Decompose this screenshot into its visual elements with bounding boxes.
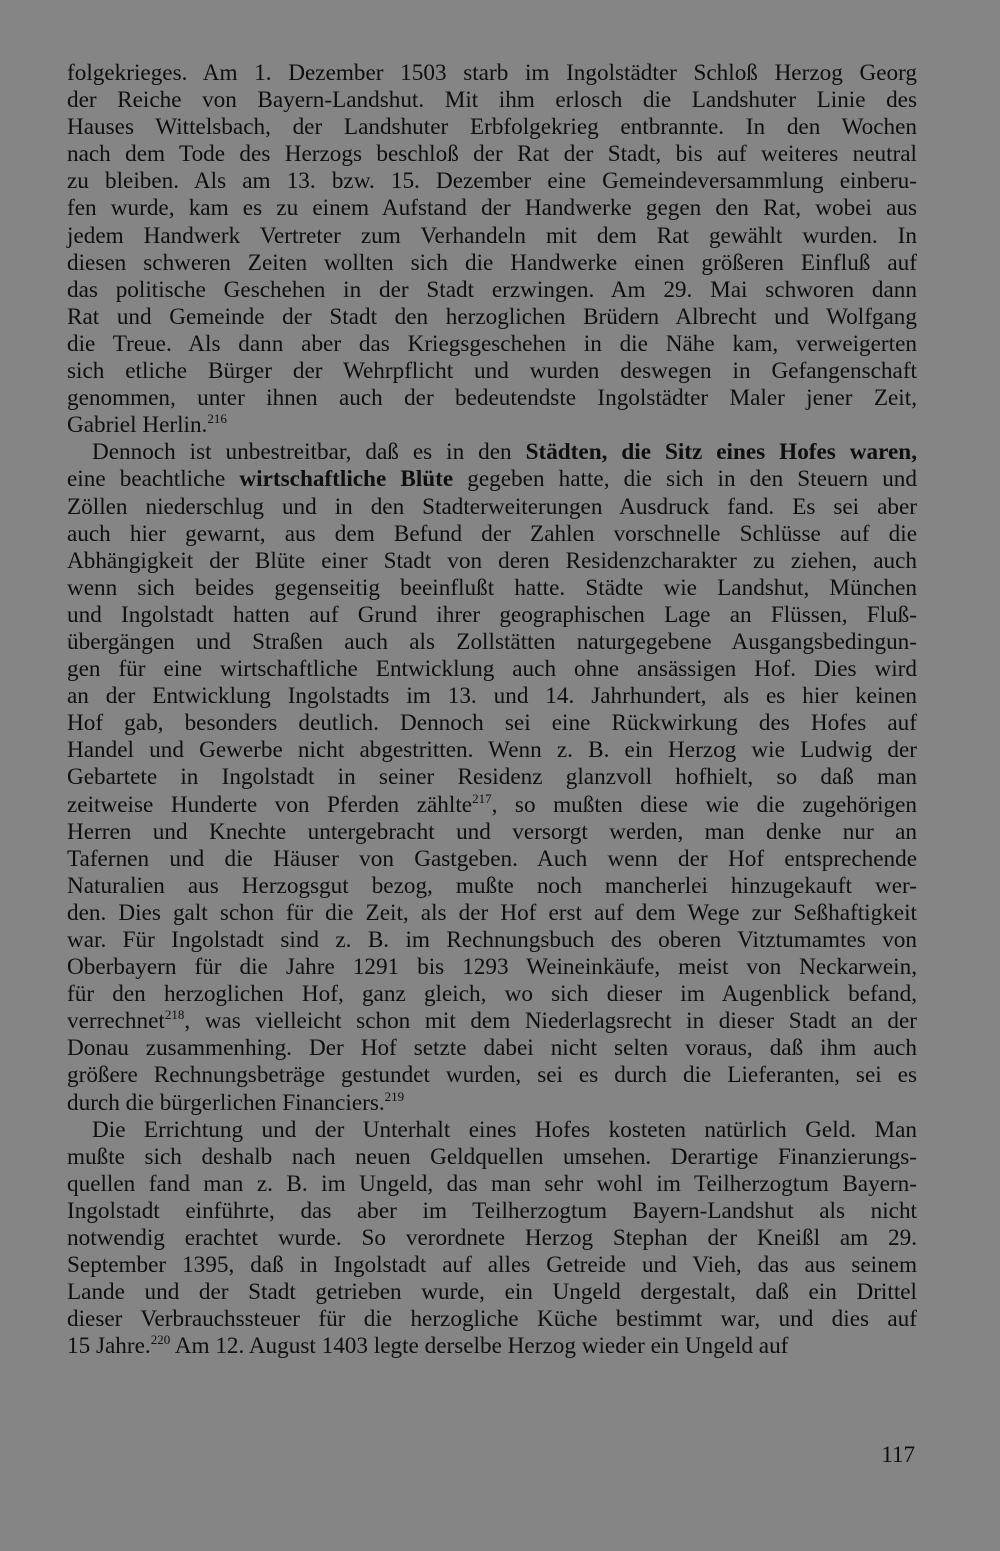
text-run: Ingolstadt einführte, das aber im Teilherzogtum Bayern-Landshut als nicht	[67, 1197, 917, 1224]
text-run: Tafernen und die Häuser von Gastgeben. Auch wenn der Hof entsprechende	[67, 845, 917, 872]
text-run: durch die bürgerlichen Financiers.	[67, 1089, 385, 1116]
text-line	[67, 1198, 917, 1225]
text-line	[67, 521, 917, 548]
text-line	[67, 304, 917, 331]
text-line	[67, 60, 917, 87]
page-body	[67, 60, 917, 1361]
text-run: jedem Handwerk Vertreter zum Verhandeln mit dem Rat gewählt wurden. In	[67, 222, 917, 249]
text-run: Lande und der Stadt getrieben wurde, ein Ungeld dergestalt, daß ein Drittel	[67, 1279, 917, 1306]
text-line	[67, 602, 917, 629]
text-line	[67, 575, 917, 602]
text-run: das politische Geschehen in der Stadt erzwingen. Am 29. Mai schworen dann	[67, 276, 917, 303]
text-run: genommen, unter ihnen auch der bedeutendste Ingolstädter Maler jener Zeit,	[67, 385, 917, 412]
text-run: auch hier gewarnt, aus dem Befund der Zahlen vorschnelle Schlüsse auf die	[67, 520, 917, 547]
text-run: 15 Jahre.	[67, 1333, 151, 1360]
text-run: zu bleiben. Als am 13. bzw. 15. Dezember eine Gemeindeversammlung einberu-	[67, 168, 917, 195]
text-run: Hauses Wittelsbach, der Landshuter Erbfolgekrieg entbrannte. In den Wochen	[67, 114, 917, 141]
text-run: die Treue. Als dann aber das Kriegsgeschehen in die Nähe kam, verweigerten	[67, 330, 917, 357]
paragraph	[67, 60, 917, 439]
text-line	[67, 981, 917, 1008]
text-run: dieser Verbrauchssteuer für die herzogliche Küche bestimmt war, und dies auf	[67, 1306, 917, 1333]
text-line	[67, 277, 917, 304]
text-run: wenn sich beides gegenseitig beeinflußt hatte. Städte wie Landshut, München	[67, 574, 917, 601]
text-line	[67, 710, 917, 737]
text-line	[67, 1333, 917, 1360]
text-run: übergängen und Straßen auch als Zollstätten naturgegebene Ausgangsbedingun-	[67, 628, 917, 655]
text-run: Oberbayern für die Jahre 1291 bis 1293 Weineinkäufe, meist von Neckarwein,	[67, 954, 917, 981]
text-run: war. Für Ingolstadt sind z. B. im Rechnungsbuch des oberen Vitztumamtes von	[67, 927, 917, 953]
text-run: gegeben hatte, die sich in den Steuern und	[453, 466, 917, 493]
text-run: Zöllen niederschlug und in den Stadterweiterungen Ausdruck fand. Es sei aber	[67, 493, 917, 520]
text-line	[67, 1306, 917, 1333]
text-run: notwendig erachtet wurde. So verordnete Herzog Stephan der Kneißl am 29.	[67, 1225, 917, 1252]
text-line	[67, 1225, 917, 1252]
text-line	[67, 764, 917, 791]
text-run: September 1395, daß in Ingolstadt auf alles Getreide und Vieh, das aus seinem	[67, 1252, 917, 1279]
text-run: Hof gab, besonders deutlich. Dennoch sei eine Rückwirkung des Hofes auf	[67, 710, 917, 737]
emphasized-text: wirtschaftliche Blüte	[239, 466, 454, 493]
text-run: Herren und Knechte untergebracht und versorgt werden, man denke nur an	[67, 818, 917, 845]
text-line	[67, 168, 917, 195]
paragraph	[67, 439, 917, 1116]
text-line	[67, 87, 917, 114]
text-run: Am 12. August 1403 legte derselbe Herzog wieder ein Ungeld auf	[170, 1333, 789, 1360]
footnote-marker: 216	[207, 411, 227, 427]
text-run: der Reiche von Bayern-Landshut. Mit ihm erlosch die Landshuter Linie des	[67, 87, 917, 114]
text-line	[67, 1090, 917, 1117]
text-run: Donau zusammenhing. Der Hof setzte dabei nicht selten voraus, daß ihm auch	[67, 1035, 917, 1062]
emphasized-text: Städten, die Sitz eines Hofes waren,	[525, 439, 917, 466]
text-run: sich etliche Bürger der Wehrpflicht und wurden deswegen in Gefangenschaft	[67, 358, 917, 385]
text-line	[67, 683, 917, 710]
text-line	[67, 358, 917, 385]
text-run: verrechnet	[67, 1008, 165, 1035]
text-run: Naturalien aus Herzogsgut bezog, mußte noch mancherlei hinzugekauft wer-	[67, 872, 917, 899]
text-run: Rat und Gemeinde der Stadt den herzoglichen Brüdern Albrecht und Wolfgang	[67, 303, 917, 330]
text-line	[67, 385, 917, 412]
text-line	[67, 1062, 917, 1089]
text-line	[67, 439, 917, 466]
text-line	[67, 900, 917, 927]
footnote-marker: 217	[472, 790, 492, 806]
paragraph	[67, 1117, 917, 1361]
text-line	[67, 141, 917, 168]
text-run: zeitweise Hunderte von Pferden zählte	[67, 791, 473, 818]
text-line	[67, 927, 917, 954]
text-line	[67, 656, 917, 683]
text-line	[67, 792, 917, 819]
text-line	[67, 548, 917, 575]
text-line	[67, 1008, 917, 1035]
text-run: größere Rechnungsbeträge gestundet wurden, sei es durch die Lieferanten, sei es	[67, 1062, 917, 1089]
text-line	[67, 223, 917, 250]
text-run: gen für eine wirtschaftliche Entwicklung auch ohne ansässigen Hof. Dies wird	[67, 656, 917, 683]
text-line	[67, 1117, 917, 1144]
text-run: Gabriel Herlin.	[67, 412, 208, 439]
text-run: nach dem Tode des Herzogs beschloß der Rat der Stadt, bis auf weiteres neutral	[67, 141, 917, 168]
text-run: folgekrieges. Am 1. Dezember 1503 starb im Ingolstädter Schloß Herzog Georg	[67, 60, 917, 86]
text-run: den. Dies galt schon für die Zeit, als der Hof erst auf dem Wege zur Seßhaftigkeit	[67, 899, 917, 926]
text-line	[67, 1144, 917, 1171]
text-line	[67, 954, 917, 981]
text-run: mußte sich deshalb nach neuen Geldquellen umsehen. Derartige Finanzierungs-	[67, 1143, 917, 1170]
text-line	[67, 819, 917, 846]
text-line	[67, 1035, 917, 1062]
text-line	[67, 195, 917, 222]
footnote-marker: 220	[150, 1332, 171, 1348]
text-run: Gebartete in Ingolstadt in seiner Residenz glanzvoll hofhielt, so daß man	[67, 764, 917, 791]
text-run: diesen schweren Zeiten wollten sich die Handwerke einen größeren Einfluß auf	[67, 249, 917, 276]
text-line	[67, 1252, 917, 1279]
text-line	[67, 629, 917, 656]
text-run: Abhängigkeit der Blüte einer Stadt von deren Residenzcharakter zu ziehen, auch	[67, 547, 917, 574]
text-run: fen wurde, kam es zu einem Aufstand der Handwerke gegen den Rat, wobei aus	[67, 195, 917, 222]
text-line	[67, 250, 917, 277]
text-run: eine beachtliche	[67, 466, 240, 493]
text-run: Dennoch ist unbestreitbar, daß es in den	[92, 439, 526, 466]
text-line	[67, 1279, 917, 1306]
text-line	[67, 737, 917, 764]
text-run: Handel und Gewerbe nicht abgestritten. Wenn z. B. ein Herzog wie Ludwig der	[67, 737, 917, 764]
text-line	[67, 114, 917, 141]
text-run: und Ingolstadt hatten auf Grund ihrer geographischen Lage an Flüssen, Fluß-	[67, 601, 917, 628]
page-number: 117	[881, 1442, 915, 1467]
footnote-marker: 218	[164, 1007, 185, 1023]
text-run: quellen fand man z. B. im Ungeld, das man sehr wohl im Teilherzogtum Bayern-	[67, 1170, 917, 1197]
text-run: Die Errichtung und der Unterhalt eines Hofes kosteten natürlich Geld. Man	[92, 1116, 917, 1143]
text-line	[67, 494, 917, 521]
text-line	[67, 412, 917, 439]
text-line	[67, 466, 917, 493]
text-line	[67, 846, 917, 873]
text-line	[67, 873, 917, 900]
text-run: , was vielleicht schon mit dem Niederlagsrecht in dieser Stadt an der	[184, 1008, 917, 1035]
text-run: an der Entwicklung Ingolstadts im 13. und 14. Jahrhundert, als es hier keinen	[67, 683, 917, 710]
text-run: , so mußten diese wie die zugehörigen	[491, 791, 917, 818]
text-run: für den herzoglichen Hof, ganz gleich, wo sich dieser im Augenblick befand,	[67, 981, 917, 1008]
text-line	[67, 1171, 917, 1198]
text-line	[67, 331, 917, 358]
footnote-marker: 219	[384, 1088, 405, 1104]
